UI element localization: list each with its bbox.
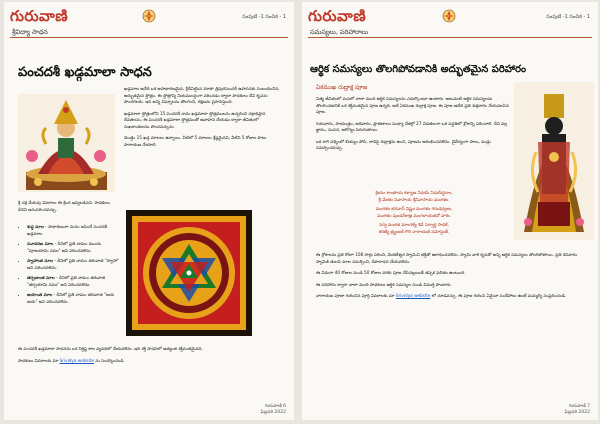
header-rule [10,37,288,38]
page-footer [261,404,286,416]
section-subtitle: శ్రీవిద్యా సాధన [12,28,48,36]
step-name: శుద్ధ మాల [27,224,44,229]
paragraph: ఈ పరిహారం ద్వారా చాలా మంది సాధకులు ఆర్థిక సమస్యల నుండి విముక్తి పొందారు. [316,281,452,287]
article-title: పంచదశీ ఖడ్గమాలా సాధన [18,65,152,80]
footer-date: ఫిబ్రవరి 2022 [564,410,590,415]
caption-text: శ్రీ చక్ర మేరువు వివరాలు ఈ క్రింద ఇవ్వబడినవి. సాధకులు దీనిని అనుసరించవచ్చు. [18,200,110,212]
lotus-emblem-icon [442,9,456,23]
outro-paragraph: ఈ పంచదశీ ఖడ్గమాలా సాధనను ఒక నిర్దిష్ట కాల వ్యవధిలో చేయవలెను. ఇది శక్తి సాధనలో అత్యంత శక్తివంతమైనది. [18,346,203,351]
footer-date: ఫిబ్రవరి 2022 [260,410,286,415]
page-header [302,2,598,48]
step-name: జయాంత మాల [27,292,53,297]
verse-line: శ్రీ వేంకట నివాసాయ శ్రీనివాసాయ మంగళం. [378,198,450,203]
verse-line: మంగళం భగవాన్ విష్ణుః మంగళం గరుడధ్వజః, [375,207,453,212]
practice-paragraph: ఖడ్గమాలా స్తోత్రంలోని 15 పంచదశీ నామ ఖడ్గమాలా స్తోత్రములను ఉచ్చరించి చక్రాధిష్ఠాన దేవతలను, ఈ పంచదశీ ఖడ్గమాలా స్తోత్రముతో ఆవాహన చేయడం ద్వారా జీవితంలో సుఖశాంతులను పొందవచ్చును. [124,110,266,129]
section-heading: ఏకముఖ రుద్రాక్ష పూజ [316,84,368,91]
lotus-emblem-icon [142,9,156,23]
goddess-image [18,94,115,192]
verse-line: శ్రియం కాంతాయ కళ్యాణ నిధయే నిధయేర్థినాం, [375,191,453,196]
paragraph: ఈ శ్లోకాలను ప్రతి రోజూ 108 సార్లు పఠించి, వెంకటేశ్వర స్వామిని భక్తితో ఆరాధించవలెను. స్వామి వారి కృపతో అన్ని ఆర్థిక సమస్యలు తొలగిపోతాయి. ప్రతి శనివారం స్వామికి తులసి మాల సమర్పించి, దీపారాధన చేయవలెను. [316,252,578,264]
issue-number: సంపుటి -1 సంచిక - 1 [242,14,286,20]
right-page [302,2,598,420]
verse-line: సర్వ మంగళ మాంగళ్యే శివే సర్వార్థ సాధికే, [379,223,449,228]
magazine-brand: గురువాణి [308,7,367,25]
footer-page-number: గురువాణి 6 [264,404,286,409]
srividya-website-link[interactable]: Srividya website [59,357,95,363]
magazine-brand: గురువాణి [10,7,69,25]
footer-page-number: గురువాణి 7 [568,404,590,409]
list-item [27,241,120,254]
list-item [27,275,120,288]
step-name: స్వాహాంత మాల [27,258,54,263]
step-desc: - దీనిలో ప్రతి నామం తరువాత "జయ జయ" అని పఠించవలెను. [27,292,115,304]
page-header [4,2,294,48]
outro-prefix: సాధకులు వివరాలకు మా [18,357,59,363]
srividya-website-link[interactable]: Srividya website [395,293,431,298]
paragraph: ఒక రాగి పళ్ళెంలో బియ్యం పోసి, దానిపై రుద్రాక్షను ఉంచి, పూజను ఆరంభించవలెను. నైవేద్యంగా పాలు, పండ్లు సమర్పించవచ్చు. [316,138,491,150]
left-page [4,2,294,420]
verse-line: శరణ్యే త్ర్యంబకే గౌరి నారాయణి నమోస్తుతే. [378,230,450,235]
step-desc: - సాధారణంగా మనం జపించే పంచదశీ ఖడ్గమాల. [27,224,108,236]
page-footer [565,404,590,416]
outro-suffix: ను సందర్శించండి. [95,357,125,363]
list-item [27,292,120,305]
step-name: నవావరణ మాల [27,241,54,246]
intro-text [124,86,284,153]
lower-body-text [316,252,586,305]
outro-suffix: లో చూడవచ్చు. ఈ పూజ గురించి ఏమైనా సందేహాలు ఉంటే మమ్మల్ని సంప్రదించండి. [431,293,567,298]
paragraph: గురువారం, సాయంత్రం, ఆదివారం, ప్రాతఃకాలం సంధ్యా వేళల్లో 27 విడతలుగా ఒక పద్ధతిలో శ్లోకాన్ని పఠించాలి. దీని వల్ల జ్ఞానం, సంపద, ఆరోగ్యం పెరుగుతాయి. [316,120,508,132]
step-name: తర్పణాంత మాల [27,275,55,280]
sri-chakra-image [126,210,252,336]
intro-paragraph: ఖడ్గమాల అనేది ఒక అసాధారణమైన, శ్రీదేవియైన మాతా త్రిపురసుందరీ ఉపాసనకు సంబంధించిన, అద్భుతమైన స్తోత్రం. ఈ స్తోత్రాన్ని నియమబద్ధంగా పఠించడం ద్వారా సాధకులు దేవి కృపను పొందగలరు. ఇది అన్ని విఘ్నాలను తొలగించి, రక్షణను ప్రసాదిస్తుంది. [124,86,280,104]
steps-list [18,224,120,309]
section-subtitle: సమస్యలు, పరిహారాలు [310,28,369,36]
body-text [316,96,512,157]
step-desc: - దీనిలో ప్రతి నామం తరువాత "తర్పయామి నమః" అని పఠించవలెను. [27,275,106,287]
count-paragraph: మొత్తం 15 ఖడ్గ మాలలు ఉన్నాయి. వీటిలో 5 మాలలు శ్రేష్ఠమైనవి, వీటిని 5 రోజుల పాటు పారాయణ చేయాలి. [124,135,267,147]
paragraph: నిత్య జీవితంలో మనలో చాలా మంది ఆర్థిక సమస్యలను ఎదుర్కొంటూ ఉంటారు. అటువంటి ఆర్థిక సమస్యలను తొలగించడానికి ఒక శక్తివంతమైన పూజ ఉన్నది. అదే ఏకముఖ రుద్రాక్ష పూజ. ఈ పూజ అనేది ప్రతి శుక్రవారం చేయవలసిన పూజ. [316,96,509,114]
outro-prefix: నారాయణ పూజా గురించిన పూర్తి వివరాలకు మా [316,293,395,298]
verse-block [316,190,512,236]
step-desc: - దీనిలో ప్రతి నామం తరువాత "స్వాహా" అని పఠించవలెను. [27,258,120,270]
issue-number: సంపుటి -1 సంచిక - 1 [546,14,590,20]
step-desc: - దీనిలో ప్రతి నామం ముందు "పూజయామి నమః" అని పఠించవలెను. [27,241,102,253]
outro-link-paragraph [18,358,286,365]
outro-link-paragraph [316,293,586,300]
venkateswara-image [514,82,594,240]
article-title: ఆర్థిక సమస్యలు తొలగిపోవడానికి అద్భుతమైన పరిహారం [310,64,527,75]
paragraph: ఈ విధంగా 40 రోజుల నుండి 50 రోజుల వరకు పూజ చేసినట్లయితే తప్పక ఫలితం ఉంటుంది. [316,270,466,275]
outro-text [18,346,286,369]
verse-line: మంగళం పుండరీకాక్షః మంగళాయతనో హరిః. [377,214,451,219]
list-item [27,258,120,271]
header-rule [308,37,592,38]
list-item [27,224,120,237]
